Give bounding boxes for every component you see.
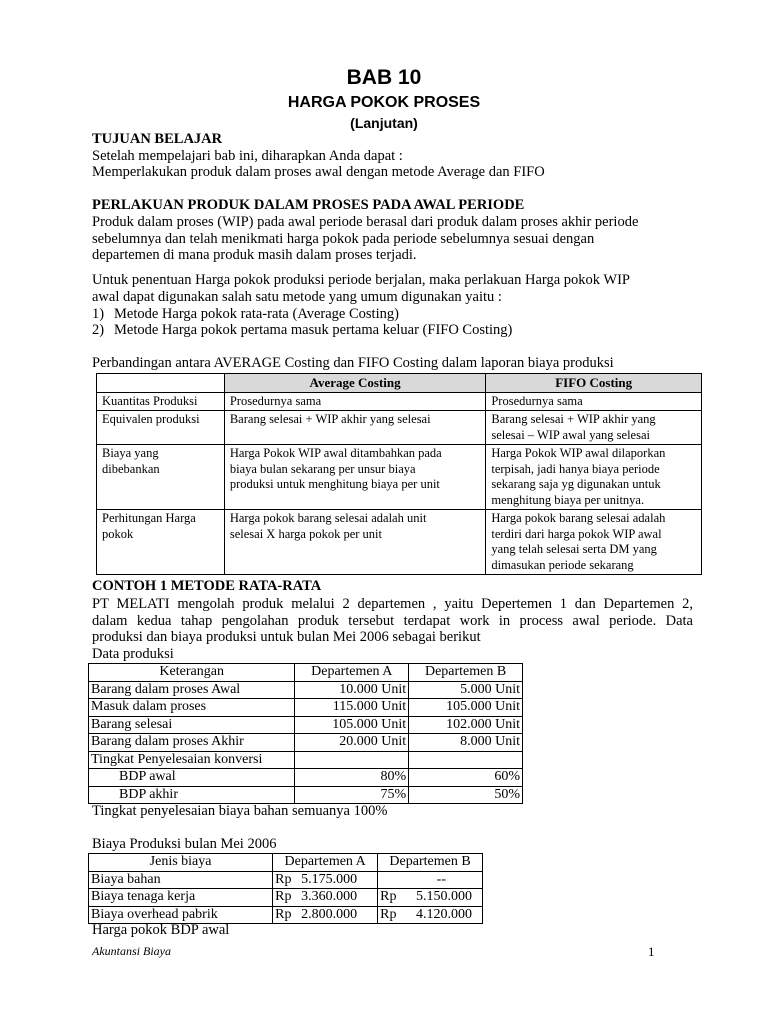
currency-label: Rp [275,871,292,887]
perlakuan-heading: PERLAKUAN PRODUK DALAM PROSES PADA AWAL PERIODE [92,197,525,213]
comparison-row [97,411,702,445]
production-label: Masuk dalam proses [89,699,295,717]
cost-dept-a [273,871,378,889]
currency-label: Rp [275,906,292,922]
data-produksi-label: Data produksi [92,646,174,662]
amount: 5.150.000 [416,889,472,904]
method-number: 2) [92,322,105,338]
production-dept-b: 60% [409,769,523,787]
comparison-table [96,373,702,575]
cost-dept-a [273,906,378,924]
production-dept-b [409,751,523,769]
currency-label: Rp [380,889,397,904]
production-dept-a: 20.000 Unit [295,734,409,752]
production-dept-b: 105.000 Unit [409,699,523,717]
cost-dept-b [378,871,483,889]
currency-label: Rp [275,889,292,904]
comparison-label: Equivalen produksi [97,411,225,445]
tujuan-heading: TUJUAN BELAJAR [92,131,223,147]
comparison-intro: Perbandingan antara AVERAGE Costing dan FIFO Costing dalam laporan biaya produksi [92,355,614,371]
production-row [89,786,523,804]
production-dept-b: 102.000 Unit [409,716,523,734]
comparison-label: Perhitungan Harga pokok [97,510,225,575]
production-dept-a: 105.000 Unit [295,716,409,734]
production-row [89,716,523,734]
chapter-subtitle-note: (Lanjutan) [350,115,418,131]
production-dept-a: 115.000 Unit [295,699,409,717]
cost-section-label: Biaya Produksi bulan Mei 2006 [92,836,277,852]
contoh-heading: CONTOH 1 METODE RATA-RATA [92,578,322,594]
perlakuan-para1-line: departemen di mana produk masih dalam proses terjadi. [92,247,417,263]
production-dept-a: 80% [295,769,409,787]
production-label: Barang selesai [89,716,295,734]
comparison-label: Biaya yang dibebankan [97,445,225,510]
chapter-subtitle: HARGA POKOK PROSES [287,94,481,111]
production-label: Tingkat Penyelesaian konversi [89,751,295,769]
comparison-label: Kuantitas Produksi [97,392,225,411]
comparison-average: Prosedurnya sama [224,392,486,411]
production-dept-a: 10.000 Unit [295,681,409,699]
production-dept-b: 50% [409,786,523,804]
production-note: Tingkat penyelesaian biaya bahan semuanya 100% [92,803,388,819]
method-number: 1) [92,306,105,322]
cost-header-row [89,854,483,872]
comparison-header-cell: Average Costing [224,374,486,393]
method-item [92,306,399,323]
perlakuan-para2-line: awal dapat digunakan salah satu metode yang umum digunakan yaitu : [92,289,502,305]
cost-header-cell: Jenis biaya [89,854,273,872]
cost-row [89,889,483,907]
amount: 4.120.000 [416,906,472,922]
production-table [88,663,523,804]
comparison-header-row [97,374,702,393]
production-header-row [89,664,523,682]
currency-label: Rp [380,906,397,922]
method-text: Metode Harga pokok pertama masuk pertama keluar (FIFO Costing) [114,322,513,338]
production-dept-b: 5.000 Unit [409,681,523,699]
comparison-fifo: Prosedurnya sama [486,392,702,411]
production-row [89,681,523,699]
production-row [89,699,523,717]
cost-label: Biaya bahan [89,871,273,889]
comparison-fifo: Barang selesai + WIP akhir yang selesai – WIP awal yang selesai [486,411,702,445]
contoh-para-line: produksi dan biaya produksi untuk bulan Mei 2006 sebagai berikut [92,629,481,645]
production-label: Barang dalam proses Akhir [89,734,295,752]
comparison-row [97,392,702,411]
tujuan-line-1: Setelah mempelajari bab ini, diharapkan Anda dapat : [92,148,403,164]
production-header-cell: Departemen B [409,664,523,682]
production-dept-b: 8.000 Unit [409,734,523,752]
perlakuan-para1-line: Produk dalam proses (WIP) pada awal periode berasal dari produk dalam proses akhir periode [92,214,639,230]
cost-dept-a [273,889,378,907]
comparison-fifo: Harga Pokok WIP awal dilaporkan terpisah, jadi hanya biaya periode sekarang saja yg digunakan untuk menghitung biaya per unitnya. [486,445,702,510]
tujuan-line-2: Memperlakukan produk dalam proses awal dengan metode Average dan FIFO [92,164,545,180]
comparison-header-cell [97,374,225,393]
cost-dept-b [378,906,483,924]
production-dept-a: 75% [295,786,409,804]
chapter-title: BAB 10 [346,66,422,89]
production-row [89,734,523,752]
perlakuan-para1-line: sebelumnya dan telah menikmati harga pokok pada periode sebelumnya sesuai dengan [92,231,595,247]
cost-dept-b [378,889,483,907]
comparison-header-cell: FIFO Costing [486,374,702,393]
comparison-row [97,510,702,575]
cost-table [88,853,483,924]
production-label: BDP awal [89,769,295,787]
comparison-average: Barang selesai + WIP akhir yang selesai [224,411,486,445]
production-dept-a [295,751,409,769]
method-item [92,322,513,339]
method-text: Metode Harga pokok rata-rata (Average Costing) [114,306,399,322]
production-header-cell: Keterangan [89,664,295,682]
amount: 2.800.000 [301,906,358,922]
perlakuan-para2-line: Untuk penentuan Harga pokok produksi periode berjalan, maka perlakuan Harga pokok WIP [92,272,630,288]
production-label: Barang dalam proses Awal [89,681,295,699]
production-header-cell: Departemen A [295,664,409,682]
amount: -- [436,871,446,887]
amount: 3.360.000 [301,889,358,904]
comparison-average: Harga Pokok WIP awal ditambahkan pada biaya bulan sekarang per unsur biaya produksi untuk menghitung biaya per unit [224,445,486,510]
page-number: 1 [648,944,655,959]
comparison-average: Harga pokok barang selesai adalah unit selesai X harga pokok per unit [224,510,486,575]
production-row [89,751,523,769]
cost-header-cell: Departemen B [378,854,483,872]
cost-section-after: Harga pokok BDP awal [92,922,230,938]
production-row [89,769,523,787]
cost-row [89,906,483,924]
cost-header-cell: Departemen A [273,854,378,872]
cost-row [89,871,483,889]
production-label: BDP akhir [89,786,295,804]
cost-label: Biaya overhead pabrik [89,906,273,924]
contoh-para-line: dalam kedua tahap pengolahan produk tersebut terdapat work in process awal periode. Data [92,613,693,629]
contoh-para-line: PT MELATI mengolah produk melalui 2 departemen , yaitu Depertemen 1 dan Departemen 2, [92,596,693,612]
footer-title: Akuntansi Biaya [92,944,171,958]
comparison-fifo: Harga pokok barang selesai adalah terdiri dari harga pokok WIP awal yang telah selesai serta DM yang dimasukan periode sekarang [486,510,702,575]
amount: 5.175.000 [301,871,358,887]
comparison-row [97,445,702,510]
cost-label: Biaya tenaga kerja [89,889,273,907]
